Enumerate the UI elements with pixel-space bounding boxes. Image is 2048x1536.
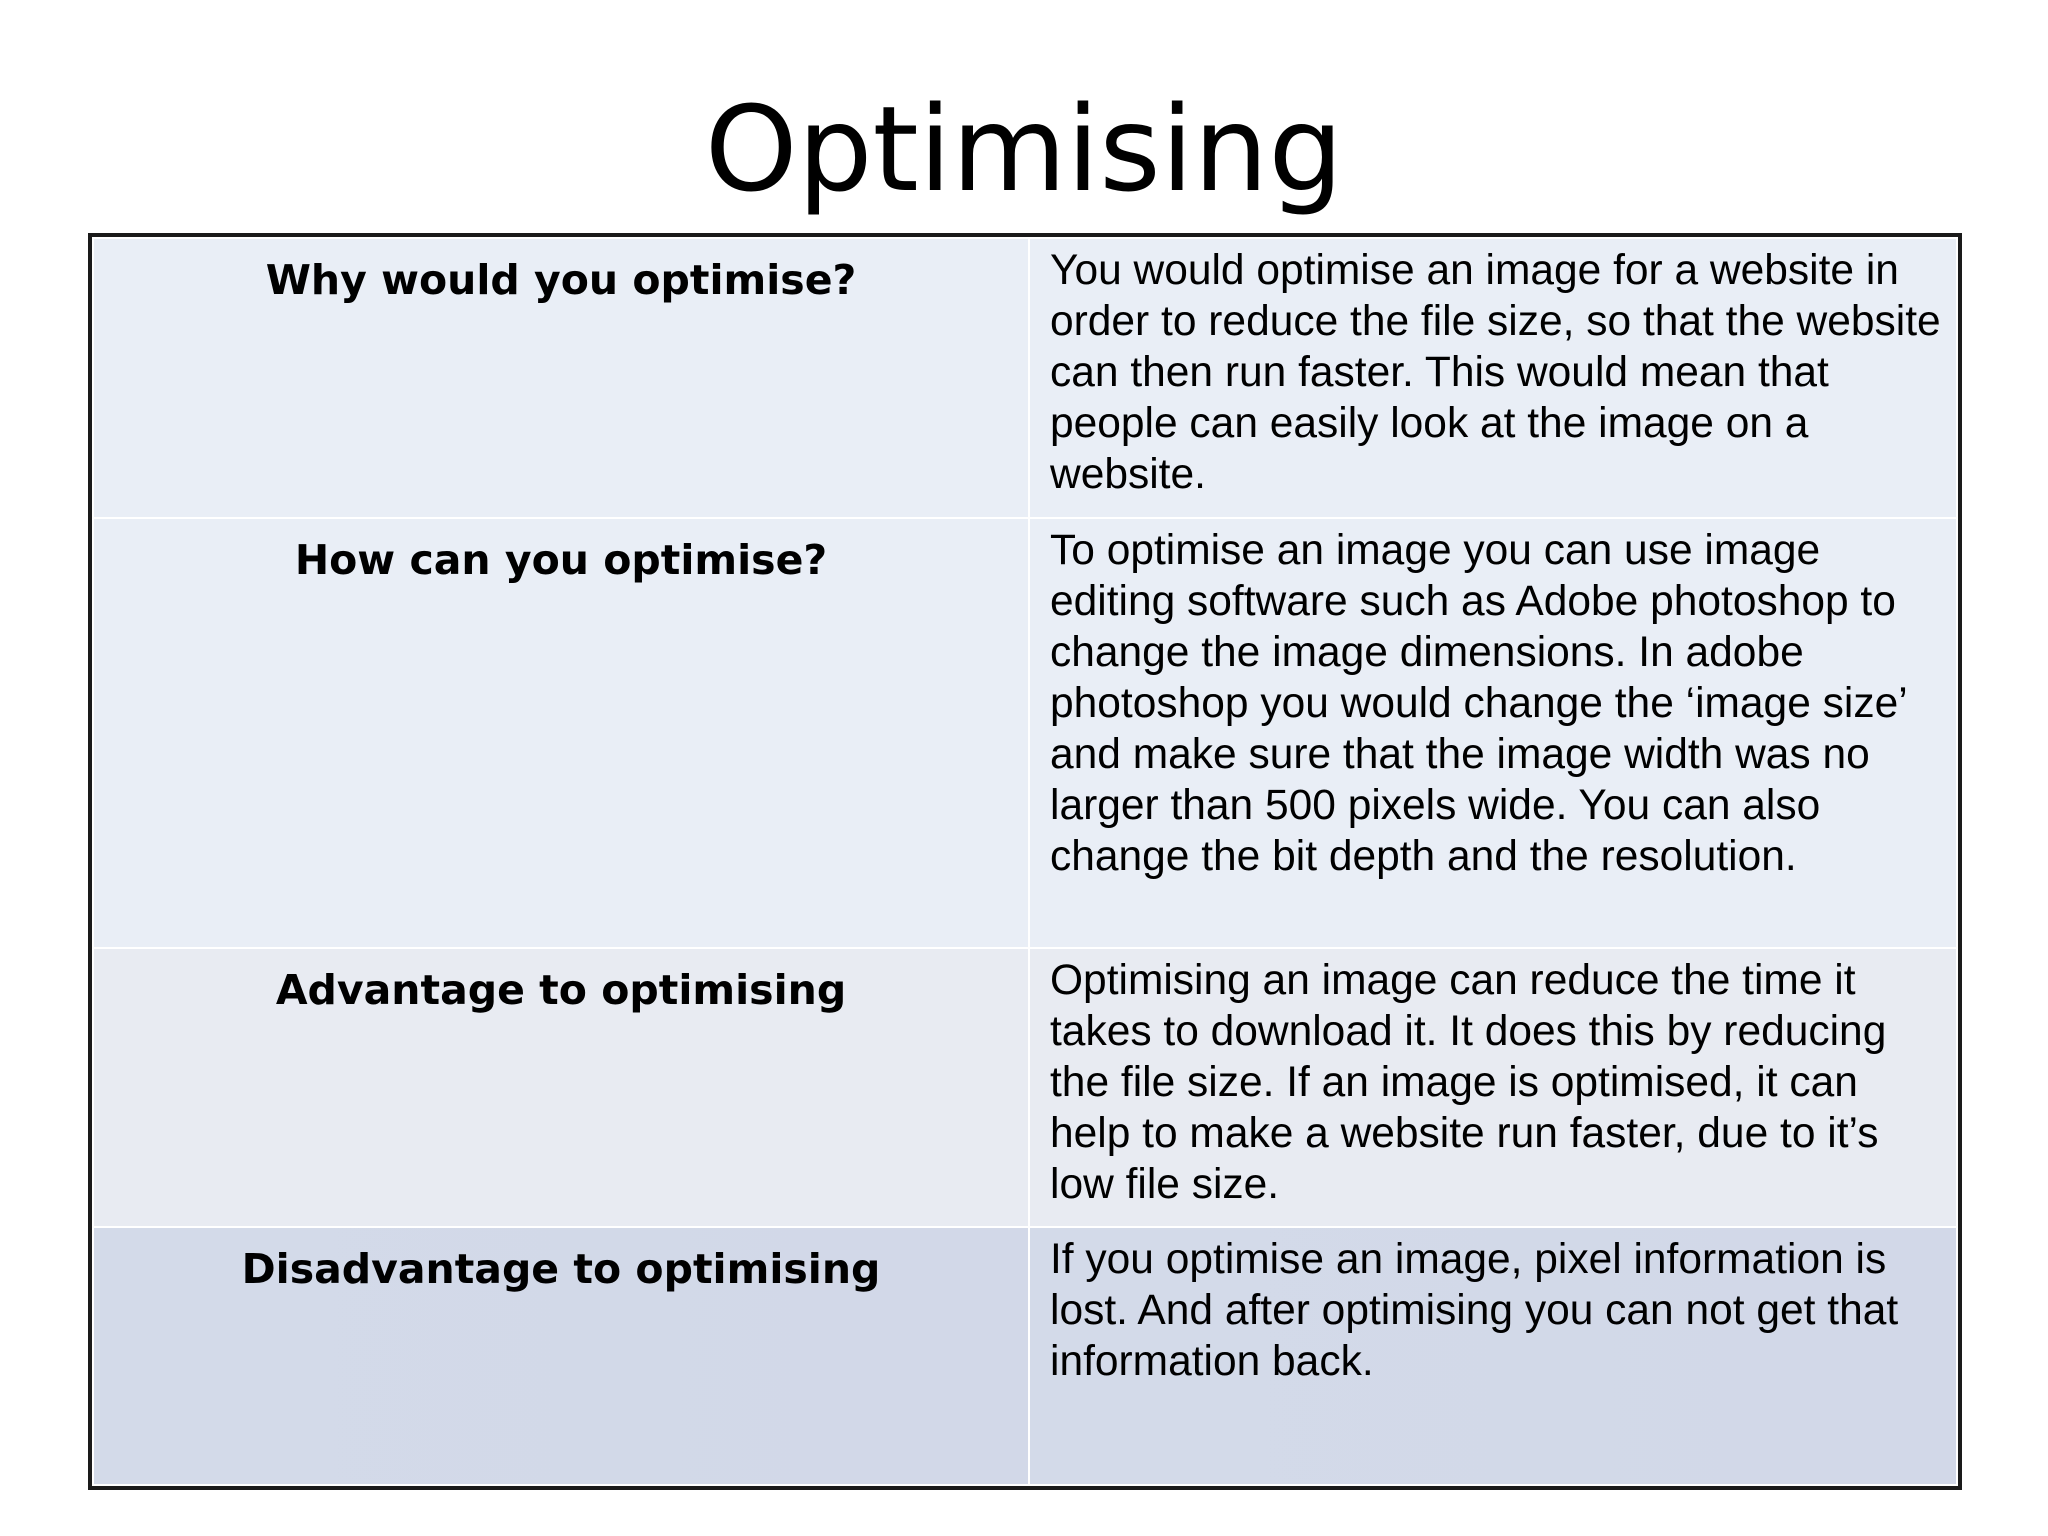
answer-cell: You would optimise an image for a website in order to reduce the file size, so that the website can then run faster. This would mean that people can easily look at the image on a website.: [1029, 238, 1957, 518]
table-row: [93, 1227, 1957, 1485]
optimising-table: [88, 233, 1962, 1490]
question-cell: How can you optimise?: [93, 518, 1029, 948]
slide-title: Optimising: [704, 80, 1344, 218]
table-row: [93, 948, 1957, 1227]
answer-cell: To optimise an image you can use image editing software such as Adobe photoshop to change the image dimensions. In adobe photoshop you would change the ‘image size’ and make sure that the image width was no larger than 500 pixels wide. You can also change the bit depth and the resolution.: [1029, 518, 1957, 948]
question-cell: Disadvantage to optimising: [93, 1227, 1029, 1485]
info-table: [92, 237, 1958, 1486]
answer-cell: If you optimise an image, pixel information is lost. And after optimising you can not get that information back.: [1029, 1227, 1957, 1485]
answer-cell: Optimising an image can reduce the time it takes to download it. It does this by reducing the file size. If an image is optimised, it can help to make a website run faster, due to it’s low file size.: [1029, 948, 1957, 1227]
table-row: [93, 238, 1957, 518]
table-row: [93, 518, 1957, 948]
question-cell: Why would you optimise?: [93, 238, 1029, 518]
question-cell: Advantage to optimising: [93, 948, 1029, 1227]
